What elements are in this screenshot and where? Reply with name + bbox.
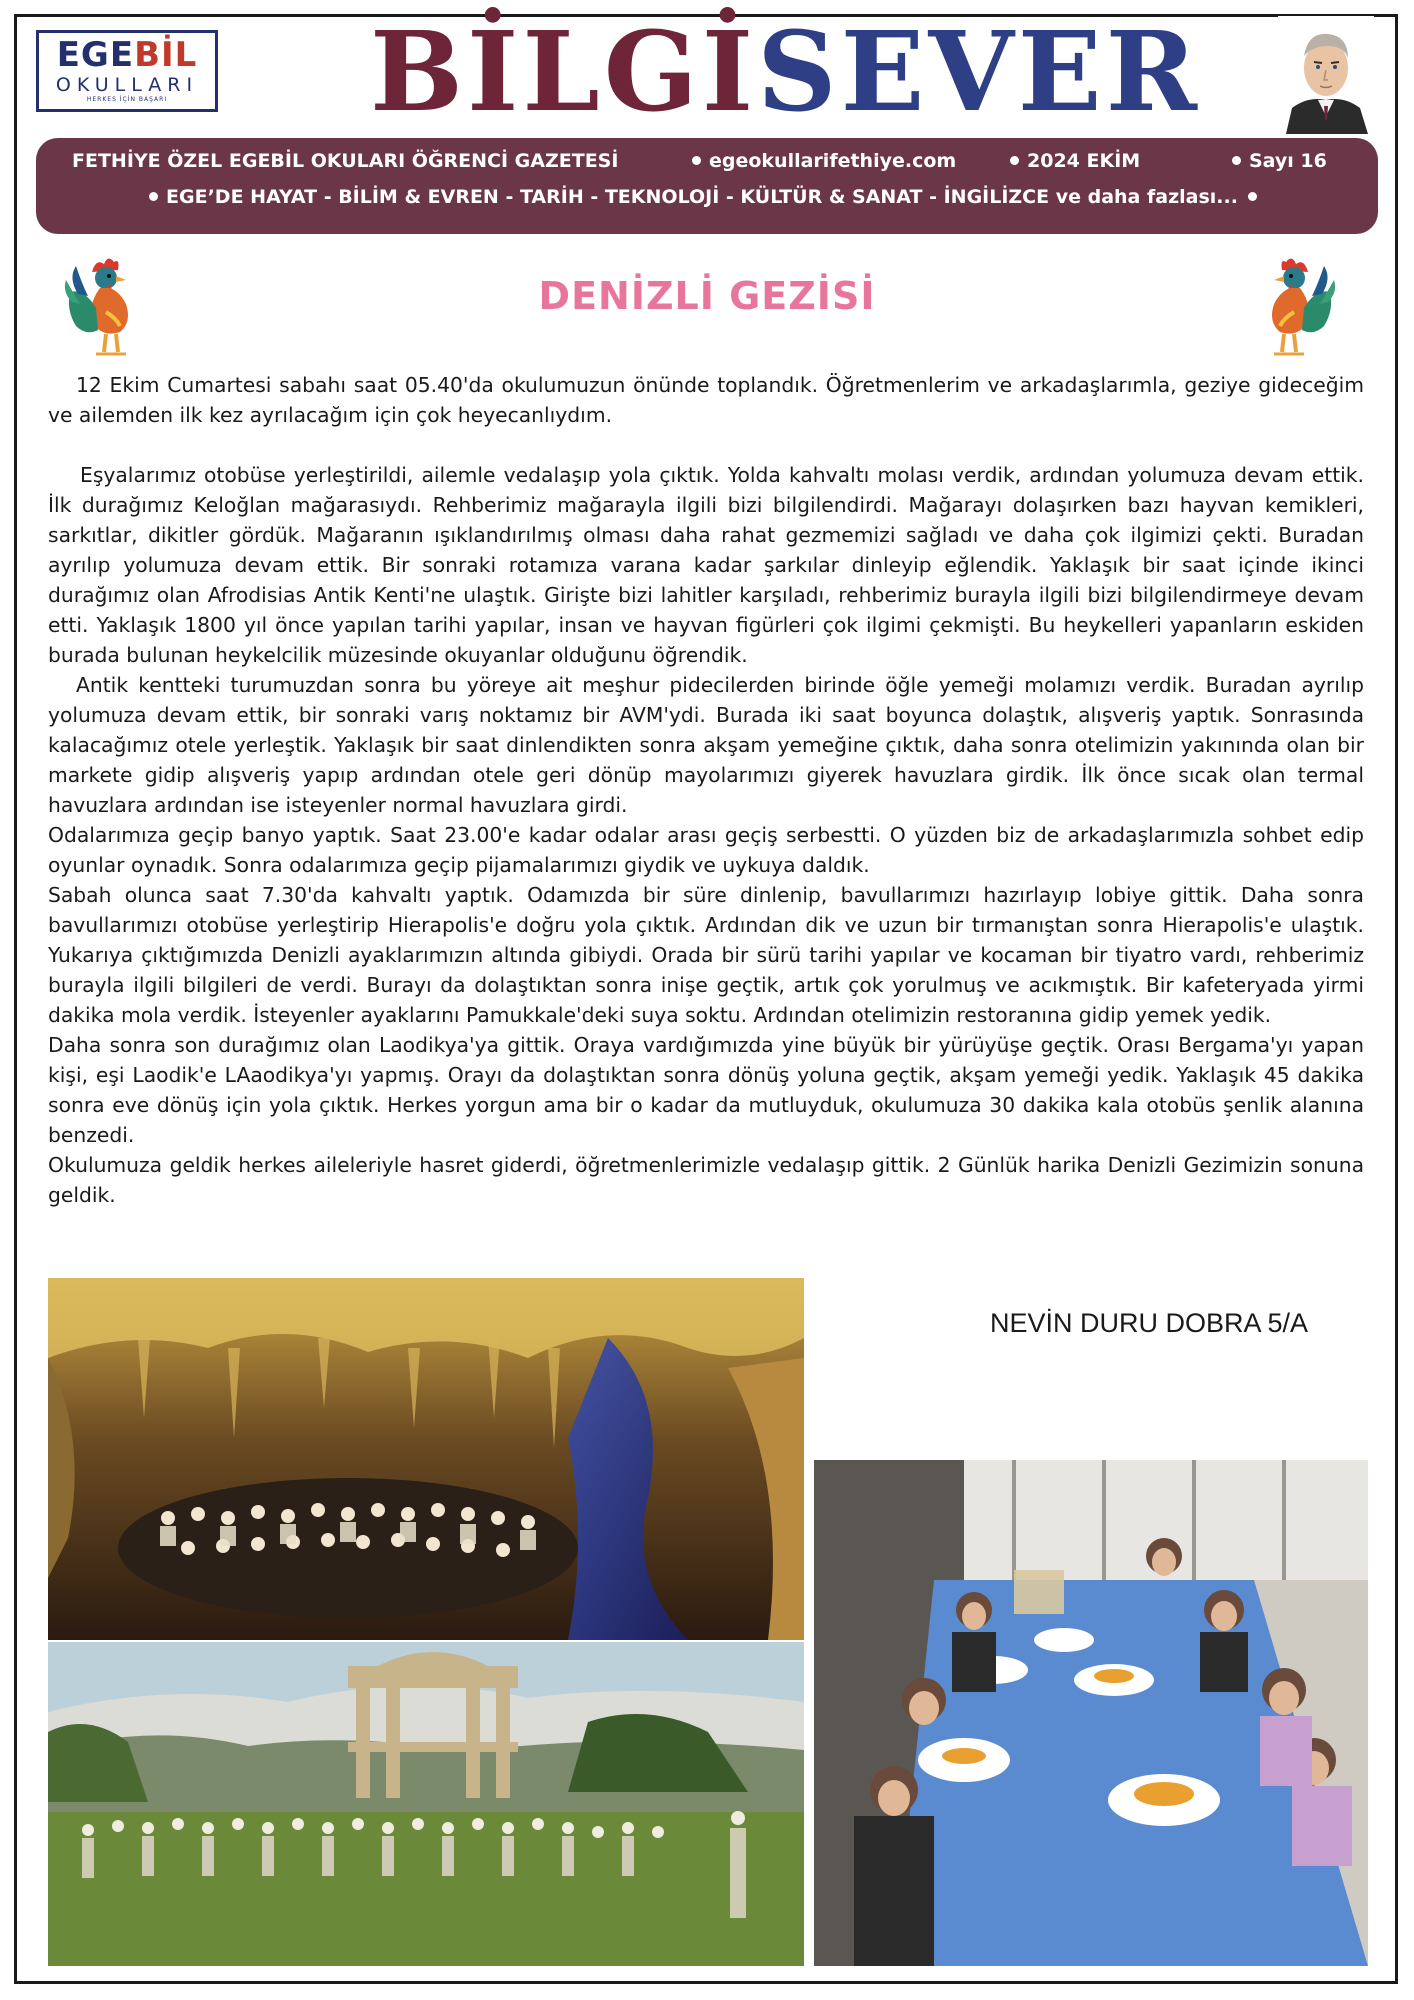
ruins-group-photo: [48, 1642, 804, 1966]
school-logo: [36, 30, 218, 112]
paper-name: FETHİYE ÖZEL EGEBİL OKULARI ÖĞRENCİ GAZETESİ: [72, 150, 619, 172]
bullet-icon: [1232, 156, 1241, 165]
bullet-icon: [1248, 192, 1257, 201]
bullet-icon: [149, 192, 158, 201]
newspaper-masthead: [370, 7, 1202, 136]
paragraph: Antik kentteki turumuzdan sonra bu yöreye ait meşhur pidecilerden birinde öğle yemeği molamızı verdik. Buradan ayrılıp yolumuza devam ettik, bir sonraki varış noktamız bir AVM'ydi. Burada iki saat boyunca dolaştık, alışveriş yaptık. Sonrasında kalacağımız otele yerleştik. Yaklaşık bir saat dinlendikten sonra akşam yemeğine çıktık, daha sonra otelimizin yakınında olan bir markete gidip alışveriş yapıp ardından otele geri dönüp mayolarımızı giyerek havuzlara girdik. İlk önce sıcak olan termal havuzlara ardından ise isteyenler normal havuzlara girdi.: [48, 673, 1364, 817]
cave-group-photo: [48, 1278, 804, 1640]
paragraph: Odalarımıza geçip banyo yaptık. Saat 23.00'e kadar odalar arası geçiş serbestti. O yüzden biz de arkadaşlarımızla sohbet edip oyunlar oynadık. Sonra odalarımıza geçip pijamalarımızı giydik ve uykuya daldık.: [48, 823, 1364, 877]
masthead-part1: BİLGİ: [370, 7, 758, 136]
bullet-icon: [692, 156, 701, 165]
paragraph-gap: [48, 430, 1364, 460]
paragraph: 12 Ekim Cumartesi sabahı saat 05.40'da okulumuzun önünde toplandık. Öğretmenlerim ve arkadaşlarımla, geziye gideceğim ve ailemden ilk kez ayrılacağım için çok heyecanlıydım.: [48, 373, 1364, 427]
issue-date: [1010, 150, 1140, 172]
logo-name-b: BİL: [134, 35, 198, 75]
website-text: egeokullarifethiye.com: [709, 150, 957, 172]
banner-sections: [36, 186, 1378, 208]
logo-name-a: EGE: [56, 35, 135, 75]
banner-row-info: [36, 150, 1378, 176]
article-body: [48, 370, 1364, 1210]
portrait-image: [1278, 16, 1374, 134]
bullet-icon: [1010, 156, 1019, 165]
masthead-part2: SEVER: [757, 7, 1202, 136]
paragraph: Eşyalarımız otobüse yerleştirildi, ailemle vedalaşıp yola çıktık. Yolda kahvaltı molası verdik, ardından yolumuza devam ettik. İlk durağımız Keloğlan mağarasıydı. Rehberimiz mağarayla ilgili bizi bilgilendirdi. Mağarayı dolaşırken bazı hayvan kemikleri, sarkıtlar, dikitler gördük. Mağaranın ışıklandırılmış olması daha rahat gezmemizi sağladı ve daha çok ilgimizi çekti. Buradan ayrılıp yolumuza devam ettik. Bir sonraki rotamıza varana kadar şarkılar dinleyip eğlendik. Yaklaşık bir saat içinde ikinci durağımız olan Afrodisias Antik Kenti'ne ulaştık. Girişte bizi lahitler karşıladı, rehberimiz burayla ilgili bizi bilgilendirmeye devam etti. Yaklaşık 1800 yıl önce yapılan tarihi yapılar, insan ve hayvan figürleri çok ilgimi çekmişti. Bu heykelleri yapanların eskiden burada bulunan heykelcilik müzesinde okuyanlar olduğunu öğrendik.: [48, 463, 1364, 667]
issue-text: Sayı 16: [1249, 150, 1327, 172]
paragraph: Okulumuza geldik herkes aileleriyle hasret giderdi, öğretmenlerimizle vedalaşıp gittik. 2 Günlük harika Denizli Gezimizin sonuna geldik.: [48, 1153, 1364, 1207]
info-banner: [36, 138, 1378, 234]
logo-name: [39, 35, 215, 75]
article-author: NEVİN DURU DOBRA 5/A: [990, 1308, 1309, 1338]
article-title: DENİZLİ GEZİSİ: [538, 274, 876, 318]
logo-subtitle: OKULLARI: [55, 74, 199, 96]
website-link[interactable]: [692, 150, 956, 172]
paragraph: Sabah olunca saat 7.30'da kahvaltı yaptık. Odamızda bir süre dinlenip, bavullarımızı hazırlayıp lobiye gittik. Daha sonra bavullarımızı otobüse yerleştirip Hierapolis'e doğru yola çıktık. Ardından dik ve uzun bir tırmanıştan sonra Hierapolis'e ulaştık. Yukarıya çıktığımızda Denizli ayaklarımızın altında gibiydi. Orada bir sürü tarihi yapılar ve kocaman bir tiyatro vardı, rehberimiz burayla ilgili bilgileri de verdi. Burayı da dolaştıktan sonra inişe geçtik, artık çok yorulmuş ve acıkmıştık. Bir kafeteryada yirmi dakika mola verdik. İsteyenler ayaklarını Pamukkale'deki suya soktu. Ardından otelimizin restoranına gidip yemek yedik.: [48, 883, 1364, 1027]
dining-photo: [814, 1460, 1368, 1966]
logo-tagline: HERKES İÇİN BAŞARI: [86, 96, 168, 103]
paragraph: Daha sonra son durağımız olan Laodikya'ya gittik. Oraya vardığımızda yine büyük bir yürüyüşe geçtik. Orası Bergama'yı yapan kişi, eşi Laodik'e LAaodikya'yı yapmış. Orayı da dolaştıktan sonra dönüş yoluna geçtik, akşam yemeği yedik. Yaklaşık 45 dakika sonra eve dönüş için yola çıktık. Herkes yorgun ama bir o kadar da mutluyduk, okulumuza 30 dakika kala otobüs şenlik alanına benzedi.: [48, 1033, 1364, 1147]
issue-number: [1232, 150, 1327, 172]
date-text: 2024 EKİM: [1027, 150, 1141, 172]
sections-text: EGE’DE HAYAT - BİLİM & EVREN - TARİH - TEKNOLOJİ - KÜLTÜR & SANAT - İNGİLİZCE ve daha fazlası...: [166, 186, 1238, 208]
